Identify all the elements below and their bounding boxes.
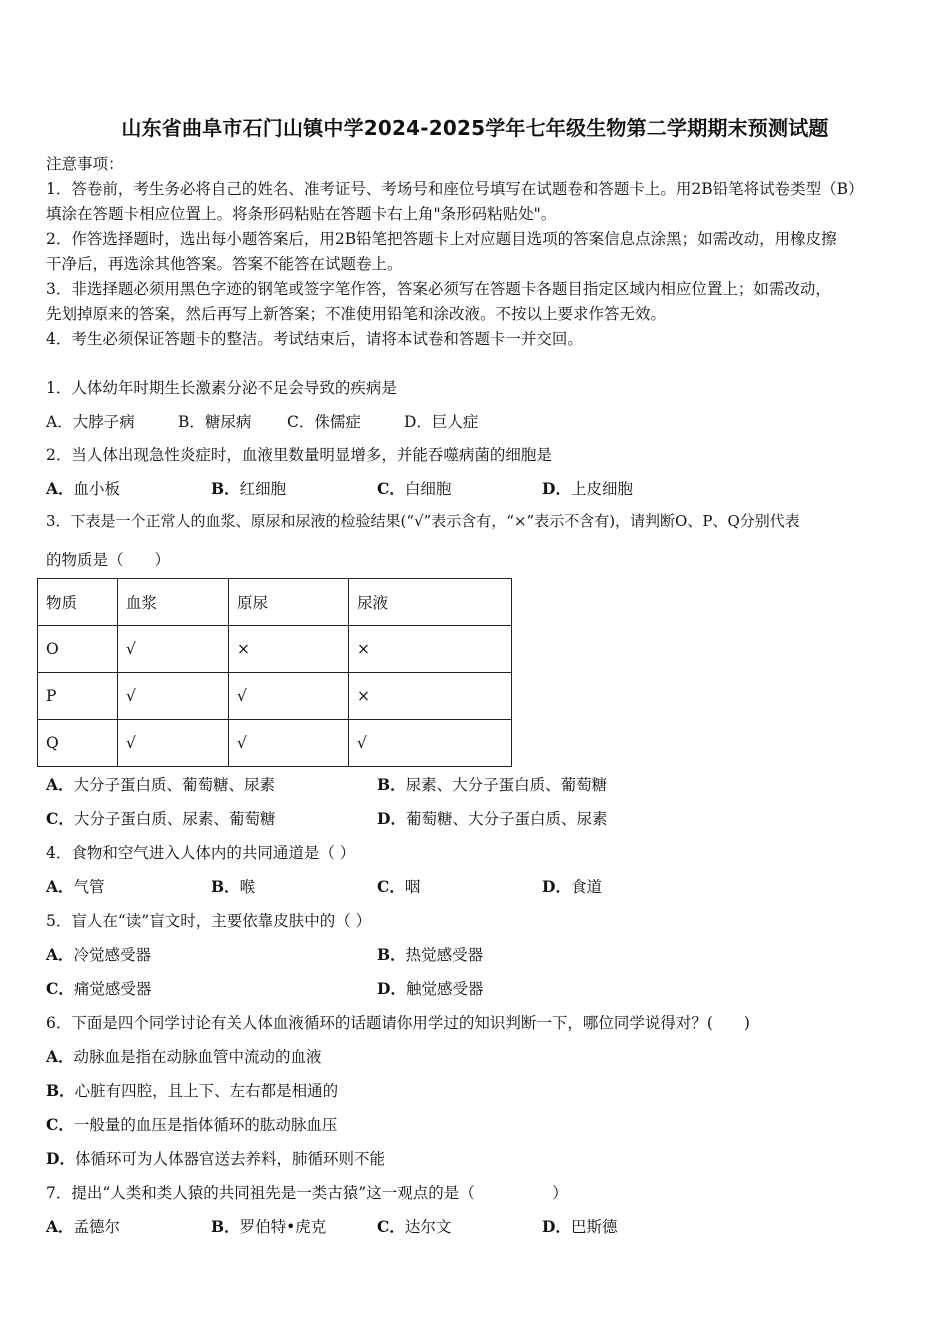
- q3-option-b: B．尿素、大分子蛋白质、葡萄糖: [377, 775, 608, 794]
- q3-option-d: D．葡萄糖、大分子蛋白质、尿素: [377, 809, 608, 828]
- notice-line: 2．作答选择题时，选出每小题答案后，用2B铅笔把答题卡上对应题目选项的答案信息点涂黑；如需改动，用橡皮擦: [46, 230, 837, 248]
- q7-option-c: C．达尔文: [377, 1217, 452, 1236]
- table-cell: ×: [229, 626, 349, 673]
- notice-line: 干净后，再选涂其他答案。答案不能答在试题卷上。: [46, 255, 403, 273]
- q4-option-b: B．喉: [211, 877, 256, 896]
- table-cell: P: [38, 673, 118, 720]
- q1-option-a: A．大脖子病: [46, 413, 135, 431]
- q6-option-a: A．动脉血是指在动脉血管中流动的血液: [46, 1047, 322, 1066]
- table-row: [38, 720, 512, 767]
- table-cell: √: [118, 673, 229, 720]
- q6-option-d: D．体循环可为人体器官送去养料，肺循环则不能: [46, 1149, 385, 1168]
- q1-option-c: C．侏儒症: [287, 413, 361, 431]
- q2-option-a: A．血小板: [46, 479, 121, 498]
- q2-stem: 2．当人体出现急性炎症时，血液里数量明显增多，并能吞噬病菌的细胞是: [46, 446, 552, 464]
- table-header: 原尿: [229, 579, 349, 626]
- table-cell: ×: [349, 626, 512, 673]
- q3-stem: 3．下表是一个正常人的血浆、原尿和尿液的检验结果(“√”表示含有，“×”表示不含有)，请判断O、P、Q分别代表: [46, 512, 800, 530]
- q3-option-a: A．大分子蛋白质、葡萄糖、尿素: [46, 775, 276, 794]
- q5-option-b: B．热觉感受器: [377, 945, 484, 964]
- notice-heading: 注意事项：: [46, 155, 124, 173]
- q1-option-d: D．巨人症: [404, 413, 479, 431]
- table-cell: √: [349, 720, 512, 767]
- q3-stem-cont: 的物质是（ ）: [46, 551, 171, 569]
- table-cell: ×: [349, 673, 512, 720]
- q1-option-b: B．糖尿病: [178, 413, 252, 431]
- q4-option-c: C．咽: [377, 877, 421, 896]
- notice-line: 1．答卷前，考生务必将自己的姓名、准考证号、考场号和座位号填写在试题卷和答题卡上。用2B铅笔将试卷类型（B）: [46, 180, 864, 198]
- q7-option-b: B．罗伯特•虎克: [211, 1217, 327, 1236]
- q6-option-b: B．心脏有四腔，且上下、左右都是相通的: [46, 1081, 339, 1100]
- q5-stem: 5．盲人在“读”盲文时，主要依靠皮肤中的（ ）: [46, 912, 372, 930]
- q5-option-d: D．触觉感受器: [377, 979, 484, 998]
- notice-line: 填涂在答题卡相应位置上。将条形码粘贴在答题卡右上角"条形码粘贴处"。: [46, 205, 557, 223]
- table-row: [38, 626, 512, 673]
- q2-option-c: C．白细胞: [377, 479, 452, 498]
- table-header: 物质: [38, 579, 118, 626]
- table-cell: Q: [38, 720, 118, 767]
- q5-option-a: A．冷觉感受器: [46, 945, 152, 964]
- notice-line: 先划掉原来的答案，然后再写上新答案；不准使用铅笔和涂改液。不按以上要求作答无效。: [46, 305, 667, 323]
- table-cell: √: [118, 720, 229, 767]
- table-header: 血浆: [118, 579, 229, 626]
- table-header: 尿液: [349, 579, 512, 626]
- q3-table: [37, 578, 512, 767]
- q4-stem: 4．食物和空气进入人体内的共同通道是（ ）: [46, 844, 356, 862]
- q1-stem: 1．人体幼年时期生长激素分泌不足会导致的疾病是: [46, 379, 397, 397]
- notice-line: 3．非选择题必须用黑色字迹的钢笔或签字笔作答，答案必须写在答题卡各题目指定区域内相应位置上；如需改动，: [46, 280, 831, 298]
- q2-option-b: B．红细胞: [211, 479, 287, 498]
- page-title: 山东省曲阜市石门山镇中学2024-2025学年七年级生物第二学期期末预测试题: [121, 116, 829, 140]
- q6-option-c: C．一般量的血压是指体循环的肱动脉血压: [46, 1115, 338, 1134]
- q7-option-a: A．孟德尔: [46, 1217, 121, 1236]
- table-cell: √: [118, 626, 229, 673]
- table-row: [38, 673, 512, 720]
- q6-stem: 6．下面是四个同学讨论有关人体血液循环的话题请你用学过的知识判断一下，哪位同学说得对？( ): [46, 1014, 750, 1032]
- q7-option-d: D．巴斯德: [542, 1217, 618, 1236]
- table-header-row: [38, 579, 512, 626]
- notice-line: 4．考生必须保证答题卡的整洁。考试结束后，请将本试卷和答题卡一并交回。: [46, 330, 583, 348]
- q4-option-d: D．食道: [542, 877, 602, 896]
- q5-option-c: C．痛觉感受器: [46, 979, 152, 998]
- table-cell: √: [229, 673, 349, 720]
- q2-option-d: D．上皮细胞: [542, 479, 633, 498]
- q7-stem: 7．提出“人类和类人猿的共同祖先是一类古猿”这一观点的是（ ）: [46, 1184, 568, 1202]
- table-cell: O: [38, 626, 118, 673]
- table-cell: √: [229, 720, 349, 767]
- q3-option-c: C．大分子蛋白质、尿素、葡萄糖: [46, 809, 276, 828]
- q4-option-a: A．气管: [46, 877, 105, 896]
